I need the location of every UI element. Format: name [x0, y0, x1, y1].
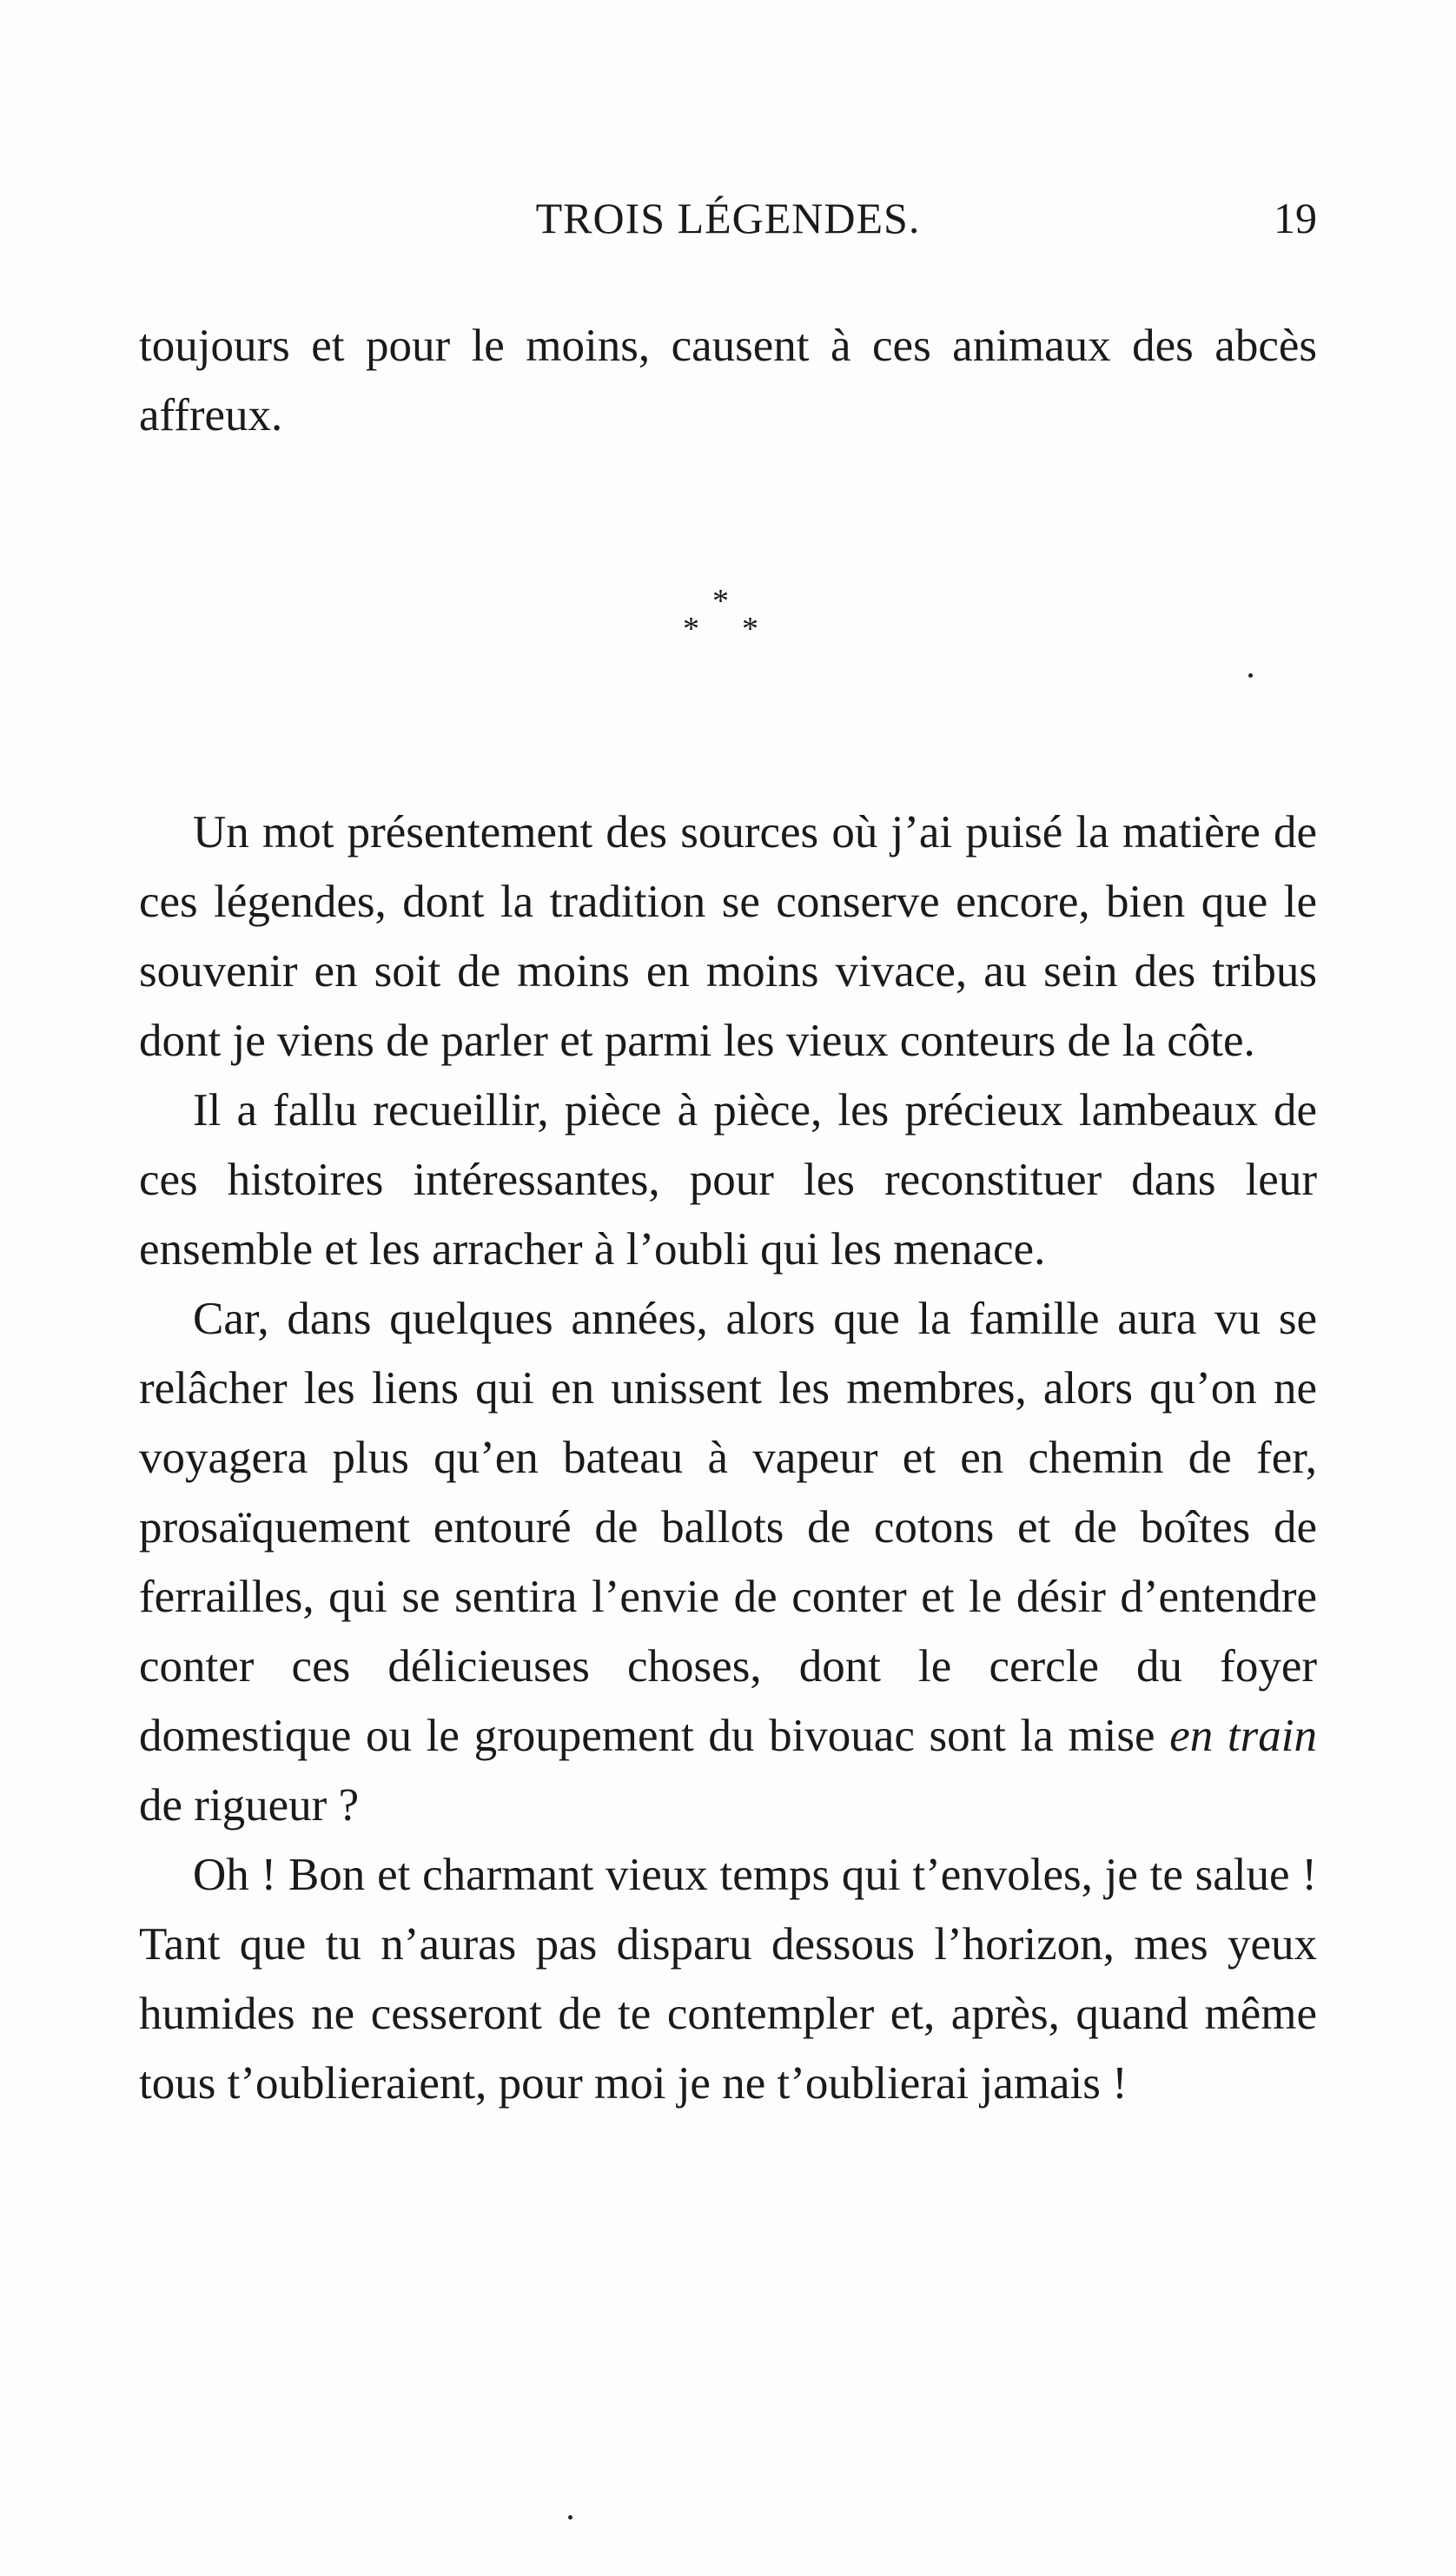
- paragraph-future: [139, 1284, 1317, 1840]
- asterism-separator: [641, 582, 815, 669]
- paragraph-future-text-end: de rigueur ?: [139, 1780, 360, 1831]
- paragraph-collection: Il a fallu recueillir, pièce à pièce, les précieux lambeaux de ces histoires intéressantes, pour les reconstituer dans leur ensemble et les arracher à l’oubli qui les menace.: [139, 1085, 1317, 1275]
- print-speck: [568, 2515, 572, 2520]
- paragraph-future-text-start: Car, dans quelques années, alors que la famille aura vu se relâcher les liens qui en unissent les membres, alors qu’on ne voyagera plus qu’en bateau à vapeur et en chemin de fer, prosaïquement entouré de ballots de cotons et de boîtes de ferrailles, qui se sentira l’envie de conter et le désir d’entendre conter ces délicieuses choses, dont le cercle du foyer domestique ou le groupement du bivouac sont la mise: [139, 1294, 1317, 1761]
- continuation-paragraph: toujours et pour le moins, causent à ces animaux des abcès affreux.: [139, 321, 1317, 440]
- continuation-block: [139, 311, 1317, 450]
- print-speck: [1248, 673, 1253, 678]
- paragraph-sources: Un mot présentement des sources où j’ai puisé la matière de ces légendes, dont la tradition se conserve encore, bien que le souvenir en soit de moins en moins vivace, au sein des tribus dont je viens de parler et parmi les vieux conteurs de la côte.: [139, 807, 1317, 1066]
- running-title: TROIS LÉGENDES.: [535, 194, 921, 242]
- running-header: [139, 193, 1317, 254]
- main-text-block: [139, 798, 1317, 2118]
- paragraph-farewell: Oh ! Bon et charmant vieux temps qui t’envoles, je te salue ! Tant que tu n’auras pas disparu dessous l’horizon, mes yeux humides ne cesseront de te contempler et, après, quand même tous t’oublieraient, pour moi je ne t’oublierai jamais !: [139, 1850, 1317, 2109]
- asterism-star-icon: *: [712, 583, 729, 619]
- asterism-star-icon: *: [742, 611, 758, 647]
- emphasis-en-train: en train: [1169, 1711, 1318, 1761]
- asterism-star-icon: *: [683, 611, 699, 647]
- page-number: 19: [1274, 194, 1317, 242]
